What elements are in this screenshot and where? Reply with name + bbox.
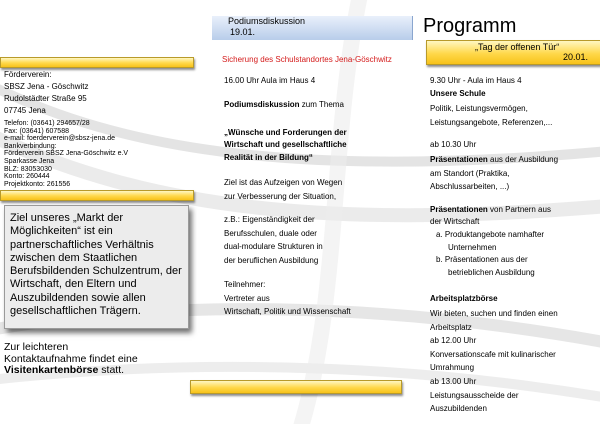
- aim-line: Ziel ist das Aufzeigen von Wegen: [224, 178, 343, 187]
- contact-hint-line2: Kontaktaufnahme findet eine: [4, 352, 138, 365]
- job-line: ab 13.00 Uhr: [430, 376, 477, 386]
- pres2-line: [430, 204, 551, 216]
- example-line: z.B.: Eigenständigkeit der: [224, 215, 315, 224]
- job-line: Umrahmung: [430, 363, 475, 373]
- contact-hint-line1: Zur leichteren: [4, 341, 69, 353]
- middle-example: [224, 213, 323, 268]
- participants-line: Vertreter aus: [224, 293, 270, 303]
- open-day-date: 20.01.: [563, 52, 589, 62]
- event-date: 19.01.: [230, 27, 256, 37]
- pres-line: [430, 153, 558, 167]
- school-title: Unsere Schule: [430, 89, 486, 98]
- contact-detail-line: Telefon: (03641) 294657/28: [4, 120, 90, 127]
- job-line: ab 12.00 Uhr: [430, 336, 477, 346]
- job-line: Leistungsausscheide der: [430, 390, 519, 400]
- event-title: Podiumsdiskussion: [228, 16, 306, 26]
- middle-participants: [224, 278, 351, 319]
- contact-org: Förderverein:: [4, 70, 52, 79]
- pres2-rest: von Partnern aus: [487, 205, 551, 214]
- job-line: Konversationscafe mit kulinarischer: [430, 349, 556, 359]
- job-title: Arbeitsplatzbörse: [430, 294, 498, 303]
- pres2-line: der Wirtschaft: [430, 217, 480, 227]
- contact-detail-line: Fax: (03641) 607588: [4, 127, 69, 135]
- pres-line: Abschlussarbeiten, ...): [430, 182, 510, 192]
- participants-label: Teilnehmer:: [224, 280, 266, 289]
- middle-panel-line: [224, 100, 344, 109]
- contact-hint-suffix: statt.: [98, 364, 125, 376]
- contact-hint-line3: [4, 365, 138, 377]
- left-mid-bar: [0, 190, 194, 201]
- quote-line: Realität in der Bildung“: [224, 152, 313, 162]
- programm-heading: Programm: [423, 15, 517, 37]
- list-item-b-cont: betrieblichen Ausbildung: [448, 267, 535, 277]
- example-line: Berufsschulen, duale oder: [224, 228, 317, 238]
- job-line: Arbeitsplatz: [430, 322, 472, 332]
- quote-line: Wirtschaft und gesellschaftliche: [224, 140, 347, 150]
- contact-detail-line: Konto: 260444: [4, 173, 50, 181]
- pres-bold: Präsentationen: [430, 155, 488, 164]
- school-lines: [430, 102, 552, 130]
- job-line: Wir bieten, suchen und finden einen: [430, 309, 558, 318]
- list-item-b: b. Präsentationen aus der: [436, 255, 528, 264]
- list-item-a: a. Produktangebote namhafter: [436, 230, 545, 239]
- participants-line: Wirtschaft, Politik und Wissenschaft: [224, 307, 351, 317]
- pres2-list: [436, 229, 544, 279]
- example-line: dual-modulare Strukturen in: [224, 242, 323, 252]
- contact-detail-line: BLZ: 83053030: [4, 165, 52, 173]
- contact-city: 07745 Jena: [4, 106, 46, 115]
- panel-bold: Podiumsdiskussion: [224, 100, 300, 109]
- middle-time: 16.00 Uhr Aula im Haus 4: [224, 76, 316, 85]
- job-line: Auszubildenden: [430, 404, 487, 414]
- school-line: Leistungsangebote, Referenzen,...: [430, 118, 553, 127]
- right-time1: 9.30 Uhr - Aula im Haus 4: [430, 76, 522, 85]
- right-time2: ab 10.30 Uhr: [430, 140, 477, 149]
- contact-hint: [4, 342, 138, 377]
- pres2-block: [430, 204, 551, 229]
- middle-aim: [224, 176, 342, 204]
- example-line: der beruflichen Ausbildung: [224, 256, 319, 266]
- contact-detail-line: Bankverbindung:: [4, 142, 57, 150]
- left-top-bar: [0, 57, 194, 68]
- pres2-bold: Präsentationen: [430, 205, 488, 214]
- contact-detail-line: Förderverein SBSZ Jena-Göschwitz e.V: [4, 150, 129, 158]
- contact-hint-bold: Visitenkartenbörse: [4, 364, 99, 376]
- list-item-a-cont: Unternehmen: [448, 242, 497, 252]
- school-line: Politik, Leistungsvermögen,: [430, 104, 528, 113]
- aim-line: zur Verbesserung der Situation,: [224, 192, 337, 201]
- contact-email[interactable]: e-mail: foerderverein@sbsz-jena.de: [4, 135, 115, 143]
- contact-street: Rudolstädter Straße 95: [4, 94, 87, 103]
- pres-line: am Standort (Praktika,: [430, 168, 510, 178]
- goal-box: [4, 205, 189, 329]
- quote-line: „Wünsche und Forderungen der: [224, 128, 347, 137]
- pres-rest: aus der Ausbildung: [487, 155, 559, 164]
- goal-text: Ziel unseres „Markt der Möglichkeiten“ ist ein partnerschaftliches Verhältnis zwischen dem Staatlichen Berufsbildenden Schulzentrum, der Wirtschaft, den Eltern und Auszubildenden sowie allen gesellschaftlichen Trägern.: [10, 212, 182, 318]
- middle-quote: [224, 127, 347, 164]
- contact-details: [4, 120, 128, 188]
- job-lines: [430, 307, 558, 416]
- contact-detail-line: Projektkonto: 261556: [4, 180, 71, 188]
- contact-name: SBSZ Jena - Göschwitz: [4, 82, 89, 91]
- pres-block: [430, 153, 558, 194]
- panel-rest: zum Thema: [299, 100, 344, 109]
- contact-detail-line: Sparkasse Jena: [4, 157, 55, 165]
- bottom-bar: [190, 380, 402, 394]
- subtitle: Sicherung des Schulstandortes Jena-Göschwitz: [222, 55, 392, 64]
- open-day-title: „Tag der offenen Tür“: [475, 42, 560, 52]
